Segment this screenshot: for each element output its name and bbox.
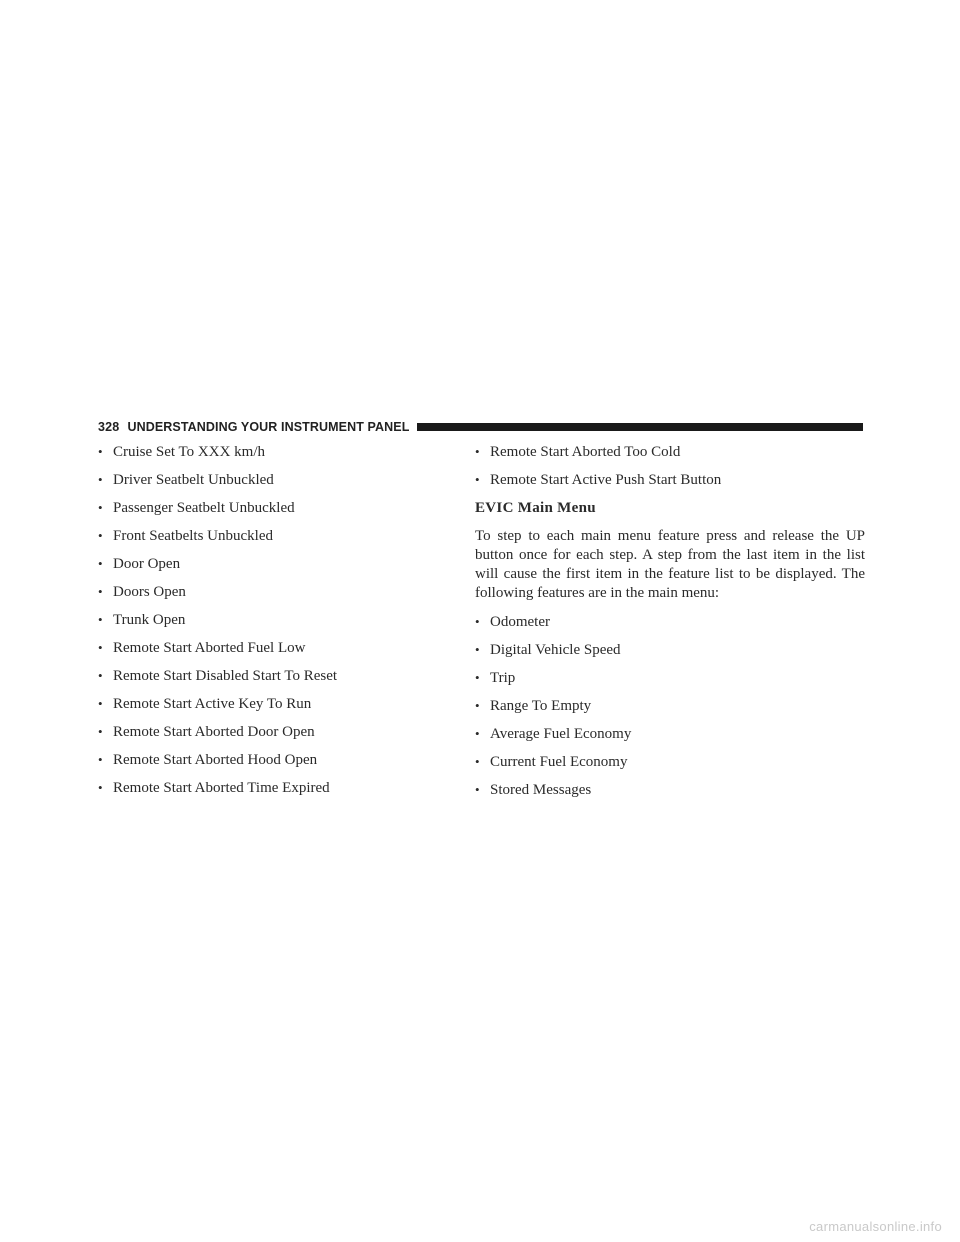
list-item-text: Driver Seatbelt Unbuckled <box>113 472 274 488</box>
bullet-icon: • <box>98 556 103 571</box>
bullet-icon: • <box>475 614 480 629</box>
list-item <box>475 641 865 659</box>
header-rule <box>417 423 863 431</box>
list-item-text: Cruise Set To XXX km/h <box>113 444 266 460</box>
bullet-icon: • <box>98 724 103 739</box>
list-item <box>98 443 458 461</box>
body-paragraph: To step to each main menu feature press and release the UP button once for each step. A step from the last item in the list will cause the first item in the feature list to be displayed. The following features are in the main menu: <box>475 528 865 601</box>
list-item <box>475 443 865 461</box>
bullet-icon: • <box>475 698 480 713</box>
watermark: carmanualsonline.info <box>809 1219 942 1234</box>
bullet-icon: • <box>98 528 103 543</box>
page-number: 328 <box>98 420 120 434</box>
list-item-text: Door Open <box>113 556 181 572</box>
left-column <box>98 443 458 807</box>
list-item <box>98 779 458 797</box>
list-item-text: Remote Start Active Push Start Button <box>490 472 722 488</box>
bullet-icon: • <box>475 444 480 459</box>
list-item <box>98 583 458 601</box>
list-item-text: Current Fuel Economy <box>490 754 628 770</box>
list-item-text: Digital Vehicle Speed <box>490 642 621 658</box>
message-list-continued <box>475 443 865 489</box>
list-item <box>98 695 458 713</box>
section-subheading: EVIC Main Menu <box>475 500 596 516</box>
bullet-icon: • <box>475 754 480 769</box>
list-item-text: Remote Start Active Key To Run <box>113 696 312 712</box>
bullet-icon: • <box>475 472 480 487</box>
list-item-text: Remote Start Aborted Door Open <box>113 724 315 740</box>
list-item-text: Range To Empty <box>490 698 592 714</box>
bullet-icon: • <box>98 500 103 515</box>
bullet-icon: • <box>475 670 480 685</box>
list-item <box>98 751 458 769</box>
main-menu-list <box>475 613 865 799</box>
list-item-text: Doors Open <box>113 584 186 600</box>
list-item-text: Remote Start Aborted Time Expired <box>113 780 330 796</box>
list-item <box>475 613 865 631</box>
list-item-text: Stored Messages <box>490 782 592 798</box>
list-item <box>475 725 865 743</box>
list-item <box>98 667 458 685</box>
page-header <box>98 419 863 435</box>
bullet-icon: • <box>98 640 103 655</box>
list-item-text: Front Seatbelts Unbuckled <box>113 528 273 544</box>
list-item <box>475 753 865 771</box>
bullet-icon: • <box>98 696 103 711</box>
list-item-text: Remote Start Aborted Fuel Low <box>113 640 306 656</box>
bullet-icon: • <box>98 612 103 627</box>
bullet-icon: • <box>98 752 103 767</box>
list-item-text: Passenger Seatbelt Unbuckled <box>113 500 295 516</box>
bullet-icon: • <box>475 642 480 657</box>
list-item-text: Remote Start Aborted Too Cold <box>490 444 681 460</box>
list-item <box>98 723 458 741</box>
list-item-text: Remote Start Disabled Start To Reset <box>113 668 338 684</box>
right-column <box>475 443 865 809</box>
list-item <box>475 669 865 687</box>
list-item <box>98 527 458 545</box>
list-item-text: Average Fuel Economy <box>490 726 632 742</box>
list-item-text: Odometer <box>490 614 550 630</box>
list-item <box>475 781 865 799</box>
list-item <box>98 639 458 657</box>
list-item-text: Remote Start Aborted Hood Open <box>113 752 318 768</box>
section-title: UNDERSTANDING YOUR INSTRUMENT PANEL <box>127 420 410 434</box>
bullet-icon: • <box>475 726 480 741</box>
bullet-icon: • <box>98 780 103 795</box>
bullet-icon: • <box>98 668 103 683</box>
list-item <box>98 555 458 573</box>
bullet-icon: • <box>475 782 480 797</box>
bullet-icon: • <box>98 444 103 459</box>
bullet-icon: • <box>98 472 103 487</box>
list-item <box>98 611 458 629</box>
list-item <box>475 697 865 715</box>
list-item-text: Trunk Open <box>113 612 186 628</box>
message-list <box>98 443 458 797</box>
list-item <box>475 471 865 489</box>
bullet-icon: • <box>98 584 103 599</box>
list-item <box>98 471 458 489</box>
list-item-text: Trip <box>490 670 516 686</box>
list-item <box>98 499 458 517</box>
